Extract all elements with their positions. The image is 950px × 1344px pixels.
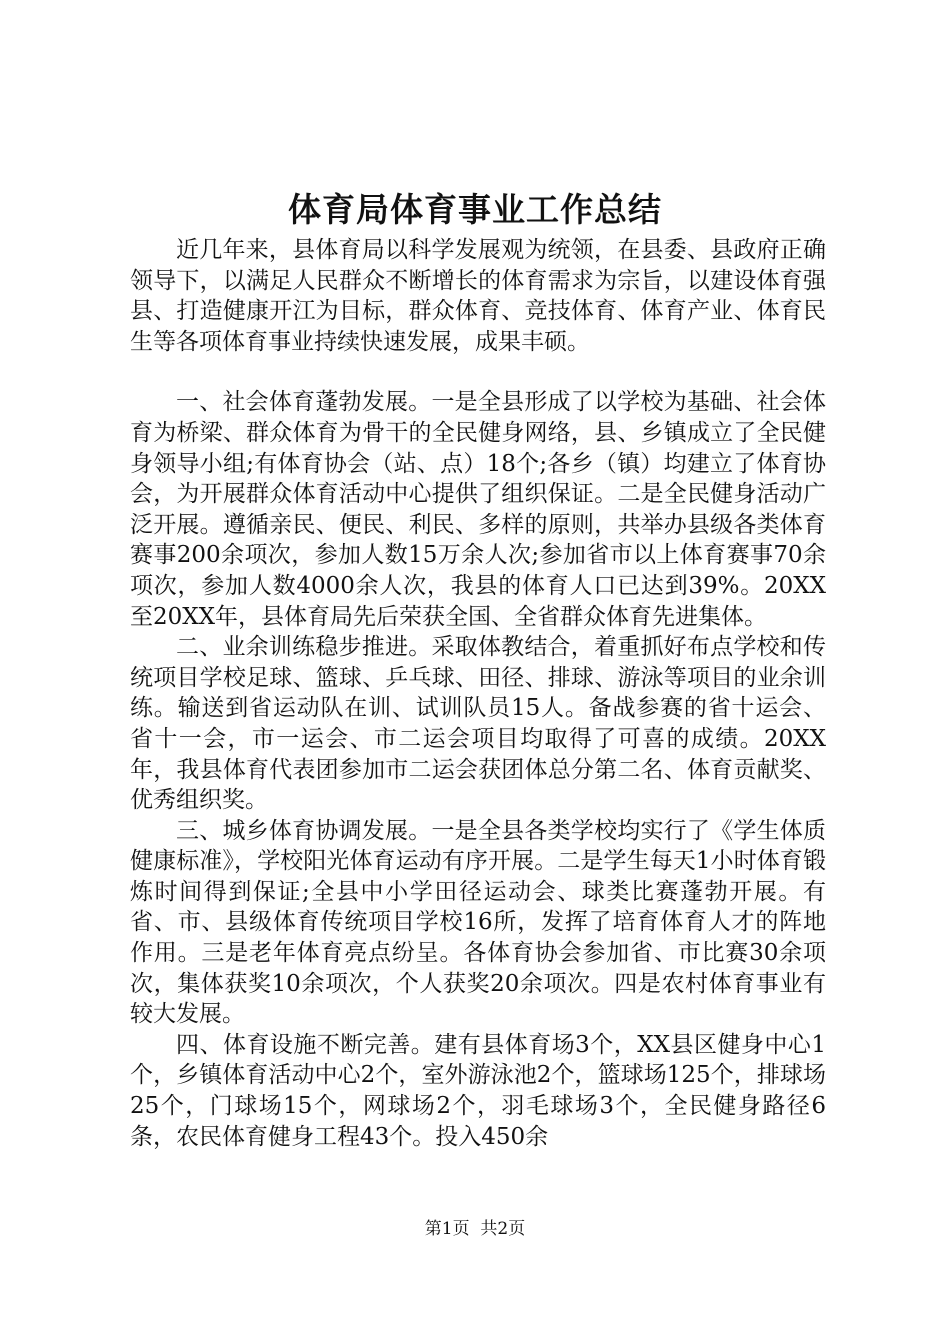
paragraph-facilities: 四、体育设施不断完善。建有县体育场3个，XX县区健身中心1个，乡镇体育活动中心2个，室外游泳池2个，篮球场125个，排球场25个，门球场15个，网球场2个，羽毛球场3个，全民健身路径6条，农民体育健身工程43个。投入450余 [130, 1031, 826, 1150]
document-body [130, 235, 826, 1152]
page-footer [0, 1214, 950, 1239]
document-title: 体育局体育事业工作总结 [288, 190, 662, 229]
paragraph-social-sports: 一、社会体育蓬勃发展。一是全县形成了以学校为基础、社会体育为桥梁、群众体育为骨干的全民健身网络，县、乡镇成立了全民健身领导小组;有体育协会（站、点）18个;各乡（镇）均建立了体育协会，为开展群众体育活动中心提供了组织保证。二是全民健身活动广泛开展。遵循亲民、便民、利民、多样的原则，共举办县级各类体育赛事200余项次，参加人数15万余人次;参加省市以上体育赛事70余项次，参加人数4000余人次，我县的体育人口已达到39%。20XX至20XX年，县体育局先后荣获全国、全省群众体育先进集体。 [130, 389, 826, 630]
page-number: 第1页 [424, 1219, 470, 1239]
paragraph-urban-rural: 三、城乡体育协调发展。一是全县各类学校均实行了《学生体质健康标准》，学校阳光体育运动有序开展。二是学生每天1小时体育锻炼时间得到保证;全县中小学田径运动会、球类比赛蓬勃开展。有省、市、县级体育传统项目学校16所，发挥了培育体育人才的阵地作用。三是老年体育亮点纷呈。各体育协会参加省、市比赛30余项次，集体获奖10余项次，个人获奖20余项次。四是农村体育事业有较大发展。 [130, 817, 826, 1028]
paragraph-amateur-training: 二、业余训练稳步推进。采取体教结合，着重抓好布点学校和传统项目学校足球、篮球、乒乓球、田径、排球、游泳等项目的业余训练。输送到省运动队在训、试训队员15人。备战参赛的省十运会、省十一会，市一运会、市二运会项目均取得了可喜的成绩。20XX年，我县体育代表团参加市二运会获团体总分第二名、体育贡献奖、优秀组织奖。 [130, 634, 826, 814]
paragraph-intro: 近几年来，县体育局以科学发展观为统领，在县委、县政府正确领导下，以满足人民群众不断增长的体育需求为宗旨，以建设体育强县、打造健康开江为目标，群众体育、竞技体育、体育产业、体育民生等各项体育事业持续快速发展，成果丰硕。 [130, 237, 826, 355]
page-total: 共2页 [480, 1219, 526, 1239]
